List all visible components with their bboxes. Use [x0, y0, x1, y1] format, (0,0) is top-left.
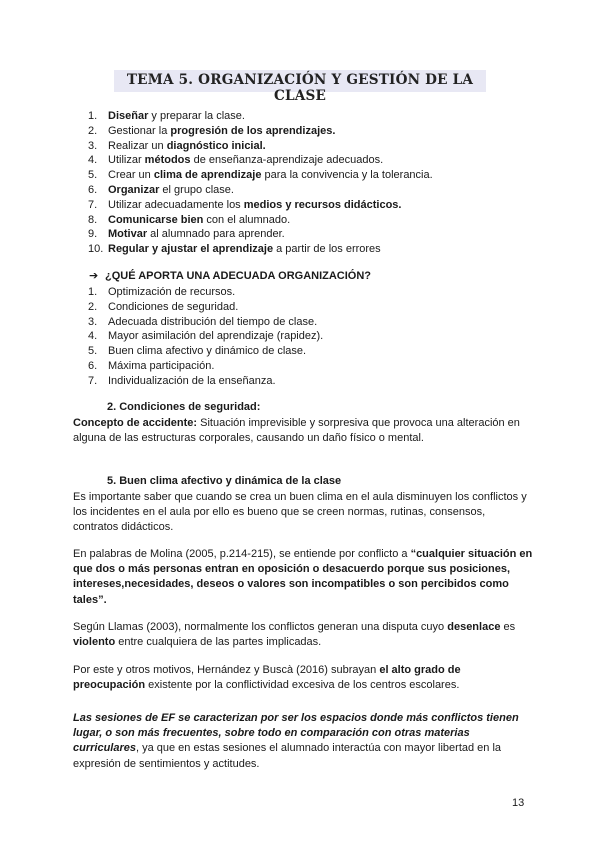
actions-list: [88, 109, 433, 257]
section-5-heading: 5. Buen clima afectivo y dinámica de la clase: [107, 475, 342, 487]
page-number: 13: [512, 797, 525, 809]
list-text: Mayor asimilación del aprendizaje (rapidez).: [108, 330, 324, 343]
list-text: medios y recursos didácticos.: [243, 198, 402, 211]
list-text: Optimización de recursos.: [108, 286, 236, 298]
llamas-text-a: Según Llamas (2003), normalmente los conflictos generan una disputa cuyo: [73, 621, 448, 633]
list-number: 1.: [88, 110, 98, 122]
list-text: clima de aprendizaje: [153, 169, 262, 182]
ef-emphasis: Las sesiones de EF se caracterizan por ser los espacios donde más conflictos tienen lugar, o son más frecuentes, sobre todo en comparación con otras materias curriculares: [73, 712, 519, 755]
list-number: 2.: [88, 124, 98, 137]
list-text: Motivar: [108, 228, 148, 241]
llamas-text-end: entre cualquiera de las partes implicadas.: [115, 636, 322, 649]
arrow-right-icon: ➔: [89, 270, 99, 282]
list-text: Utilizar: [108, 154, 145, 167]
list-item: [88, 315, 323, 330]
benefits-list: [88, 285, 323, 389]
llamas-bold-2: violento: [73, 636, 116, 649]
hernandez-text-a: Por este y otros motivos, Hernández y Buscà (2016) subrayan: [73, 664, 380, 676]
section-2-heading: 2. Condiciones de seguridad:: [107, 401, 261, 413]
list-text: el grupo clase.: [159, 183, 234, 196]
list-item: [88, 213, 433, 228]
hernandez-bold: el alto grado de preocupación: [73, 664, 461, 692]
list-text: Gestionar la: [108, 124, 171, 137]
list-text: diagnóstico inicial.: [166, 139, 266, 152]
list-number: 6.: [88, 183, 98, 196]
list-item: [88, 198, 433, 213]
list-text: Individualización de la enseñanza.: [108, 374, 276, 387]
list-number: 4.: [88, 330, 98, 343]
list-number: 9.: [88, 228, 98, 241]
list-item: [88, 153, 433, 168]
list-text: Adecuada distribución del tiempo de clase.: [108, 315, 318, 328]
list-text: Condiciones de seguridad.: [108, 300, 239, 313]
list-text: Comunicarse bien: [108, 213, 204, 226]
list-text: y preparar la clase.: [148, 110, 245, 122]
list-number: 1.: [88, 286, 98, 298]
list-item: [88, 285, 323, 300]
list-text: para la convivencia y la tolerancia.: [261, 169, 433, 182]
molina-quote: “cualquier situación en que dos o más personas entran en oposición o desacuerdo porque sus posiciones, intereses,necesidades, deseos o valores son incompatibles o son percibidos como tales”.: [73, 548, 533, 606]
list-text: métodos: [144, 154, 191, 167]
list-number: 3.: [88, 139, 98, 152]
list-number: 3.: [88, 315, 98, 328]
list-number: 8.: [88, 213, 98, 226]
list-item: [88, 242, 433, 257]
list-text: al alumnado para aprender.: [147, 228, 285, 241]
list-item: [88, 168, 433, 183]
list-item: [88, 109, 433, 124]
list-text: Realizar un: [108, 139, 167, 152]
paragraph-molina: [73, 547, 533, 608]
list-number: 6.: [88, 359, 98, 372]
list-item: [88, 359, 323, 374]
accident-term: Concepto de accidente:: [73, 417, 198, 429]
accident-text: Situación imprevisible y sorpresiva que provoca una alteración en alguna de las estructuras corporales, causando un daño físico o mental.: [73, 417, 520, 445]
list-number: 7.: [88, 198, 98, 211]
list-text: progresión de los aprendizajes.: [170, 124, 336, 137]
list-number: 2.: [88, 300, 98, 313]
list-number: 5.: [88, 345, 98, 358]
llamas-bold-1: desenlace: [447, 621, 501, 633]
list-number: 10.: [88, 243, 104, 256]
ef-text-end: , ya que en estas sesiones el alumnado interactúa con mayor libertad en la expresión de sentimientos y actitudes.: [73, 742, 502, 770]
list-number: 5.: [88, 169, 98, 182]
list-text: Organizar: [108, 183, 160, 196]
paragraph-llamas: [73, 620, 533, 650]
list-item: [88, 227, 433, 242]
list-text: Utilizar adecuadamente los: [108, 198, 244, 211]
molina-lead: En palabras de Molina (2005, p.214-215), se entiende por conflicto a: [73, 548, 411, 560]
list-item: [88, 300, 323, 315]
list-number: 4.: [88, 154, 98, 167]
list-item: [88, 124, 433, 139]
list-text: con el alumnado.: [203, 213, 291, 226]
list-item: [88, 183, 433, 198]
list-item: [88, 344, 323, 359]
hernandez-text-end: existente por la conflictividad excesiva de los centros escolares.: [145, 679, 460, 692]
list-text: de enseñanza-aprendizaje adecuados.: [190, 154, 384, 167]
accident-definition: [73, 416, 533, 446]
question-heading: [89, 269, 371, 282]
list-text: Regular y ajustar el aprendizaje: [108, 243, 274, 256]
list-number: 7.: [88, 374, 98, 387]
list-text: Crear un: [108, 169, 154, 182]
question-text: ¿QUÉ APORTA UNA ADECUADA ORGANIZACIÓN?: [105, 270, 372, 282]
list-text: a partir de los errores: [273, 243, 381, 256]
list-item: [88, 374, 323, 389]
llamas-text-mid: es: [500, 621, 516, 633]
list-item: [88, 329, 323, 344]
list-text: Buen clima afectivo y dinámico de clase.: [108, 345, 307, 358]
list-text: Máxima participación.: [108, 359, 215, 372]
list-item: [88, 139, 433, 154]
paragraph-hernandez: [73, 663, 533, 693]
paragraph-ef-sessions: [73, 711, 533, 772]
list-text: Diseñar: [108, 110, 149, 122]
paragraph-climate: Es importante saber que cuando se crea un buen clima en el aula disminuyen los conflictos y los incidentes en el aula por ello es bueno que se creen normas, rutinas, consensos, contratos didácticos.: [73, 491, 527, 534]
page-title: TEMA 5. ORGANIZACIÓN Y GESTIÓN DE LA CLASE: [126, 72, 474, 104]
